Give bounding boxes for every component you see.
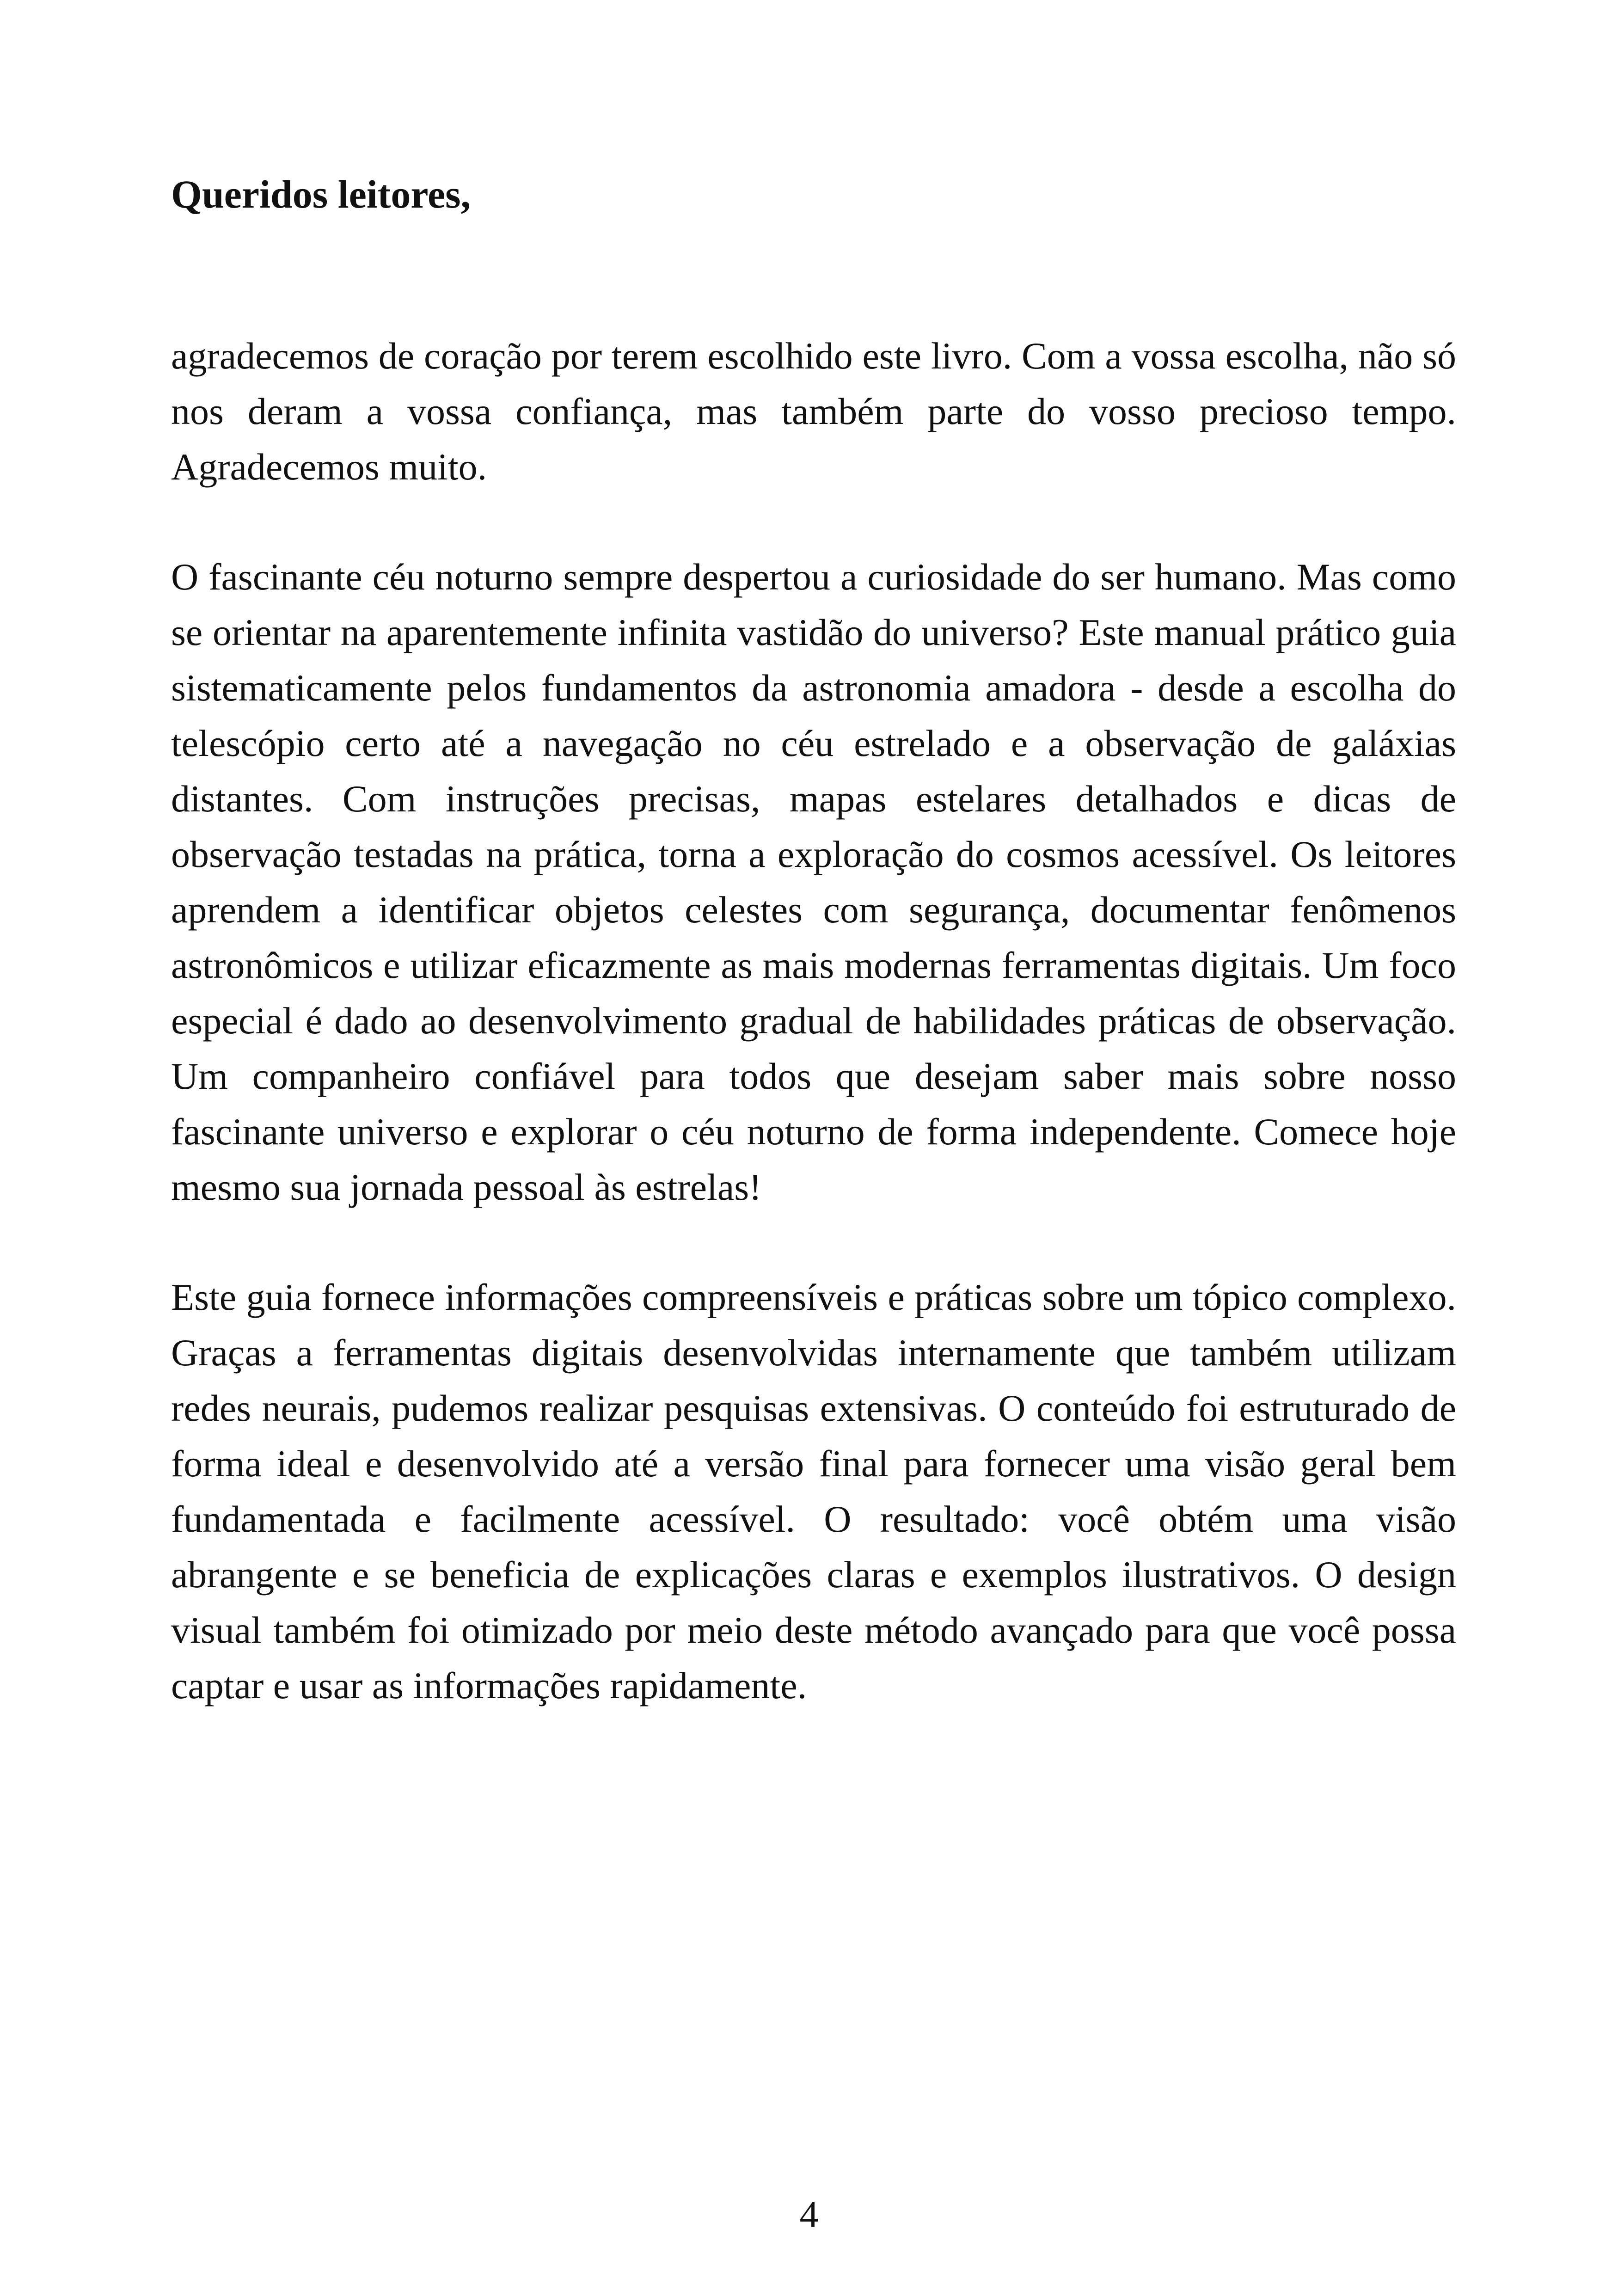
paragraph-thanks: agradecemos de coração por terem escolhido este livro. Com a vossa escolha, não só nos deram a vossa confiança, mas também parte do vosso precioso tempo. Agradecemos muito. (171, 335, 1456, 488)
paragraph-book-description: O fascinante céu noturno sempre despertou a curiosidade do ser humano. Mas como se orientar na aparentemente infinita vastidão do universo? Este manual prático guia sistematicamente pelos fundamentos da astronomia amadora - desde a escolha do telescópio certo até a navegação no céu estrelado e a observação de galáxias distantes. Com instruções precisas, mapas estelares detalhados e dicas de observação testadas na prática, torna a exploração do cosmos acessível. Os leitores aprendem a identificar objetos celestes com segurança, documentar fenômenos astronômicos e utilizar eficazmente as mais modernas ferramentas digitais. Um foco especial é dado ao desenvolvimento gradual de habilidades práticas de observação. Um companheiro confiável para todos que desejam saber mais sobre nosso fascinante universo e explorar o céu noturno de forma independente. Comece hoje mesmo sua jornada pessoal às estrelas! (171, 556, 1456, 1208)
page-content (171, 166, 1456, 1713)
greeting-heading: Queridos leitores, (171, 172, 471, 216)
paragraph-method-note: Este guia fornece informações compreensíveis e práticas sobre um tópico complexo. Graças a ferramentas digitais desenvolvidas internamente que também utilizam redes neurais, pudemos realizar pesquisas extensivas. O conteúdo foi estruturado de forma ideal e desenvolvido até a versão final para fornecer uma visão geral bem fundamentada e facilmente acessível. O resultado: você obtém uma visão abrangente e se beneficia de explicações claras e exemplos ilustrativos. O design visual também foi otimizado por meio deste método avançado para que você possa captar e usar as informações rapidamente. (171, 1276, 1456, 1707)
page-number: 4 (799, 2193, 819, 2235)
